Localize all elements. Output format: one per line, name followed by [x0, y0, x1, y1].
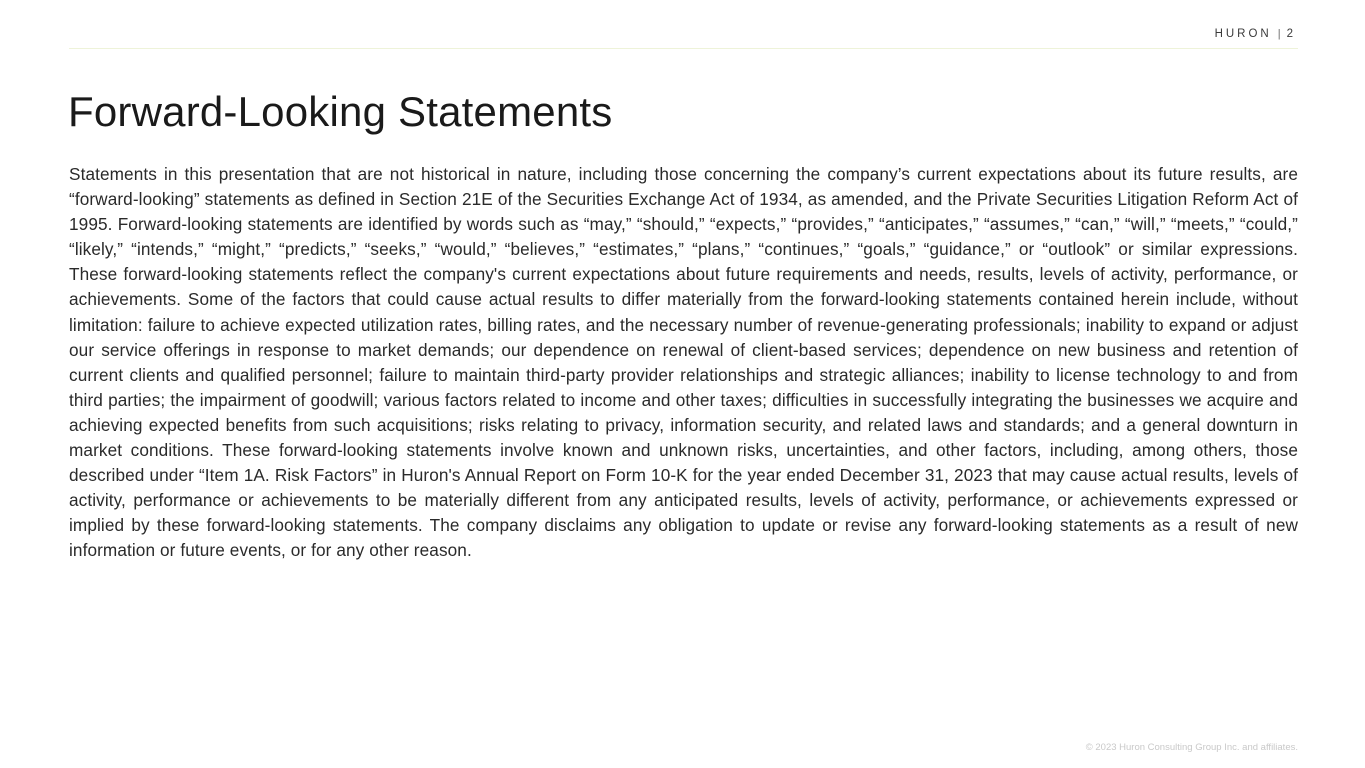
page-number: 2 — [1286, 28, 1296, 40]
brand-name: HURON — [1214, 28, 1272, 40]
disclaimer-body: Statements in this presentation that are not historical in nature, including those concerning the company’s current expectations about its future results, are “forward-looking” statements as defined in Section 21E of the Securities Exchange Act of 1934, as amended, and the Private Securities Litigation Reform Act of 1995. Forward-looking statements are identified by words such as “may,” “should,” “expects,” “provides,” “anticipates,” “assumes,” “can,” “will,” “meets,” “could,” “likely,” “intends,” “might,” “predicts,” “seeks,” “would,” “believes,” “estimates,” “plans,” “continues,” “goals,” “guidance,” or “outlook” or similar expressions. These forward-looking statements reflect the company's current expectations about future requirements and needs, results, levels of activity, performance, or achievements. Some of the factors that could cause actual results to differ materially from the forward-looking statements contained herein include, without limitation: failure to achieve expected utilization rates, billing rates, and the necessary number of revenue-generating professionals; inability to expand or adjust our service offerings in response to market demands; our dependence on renewal of client-based services; dependence on new business and retention of current clients and qualified personnel; failure to maintain third-party provider relationships and strategic alliances; inability to license technology to and from third parties; the impairment of goodwill; various factors related to income and other taxes; difficulties in successfully integrating the businesses we acquire and achieving expected benefits from such acquisitions; risks relating to privacy, information security, and related laws and standards; and a general downturn in market conditions. These forward-looking statements involve known and unknown risks, uncertainties, and other factors, including, among others, those described under “Item 1A. Risk Factors” in Huron's Annual Report on Form 10-K for the year ended December 31, 2023 that may cause actual results, levels of activity, performance or achievements to be materially different from any anticipated results, levels of activity, performance, or achievements expressed or implied by these forward-looking statements. The company disclaims any obligation to update or revise any forward-looking statements as a result of new information or future events, or for any other reason. — [69, 164, 1298, 561]
brand-separator: | — [1277, 28, 1281, 40]
copyright-footer: © 2023 Huron Consulting Group Inc. and affiliates. — [1085, 742, 1298, 753]
header-brand — [1215, 28, 1296, 40]
page-title: Forward-Looking Statements — [68, 88, 613, 135]
header-divider — [69, 48, 1298, 49]
